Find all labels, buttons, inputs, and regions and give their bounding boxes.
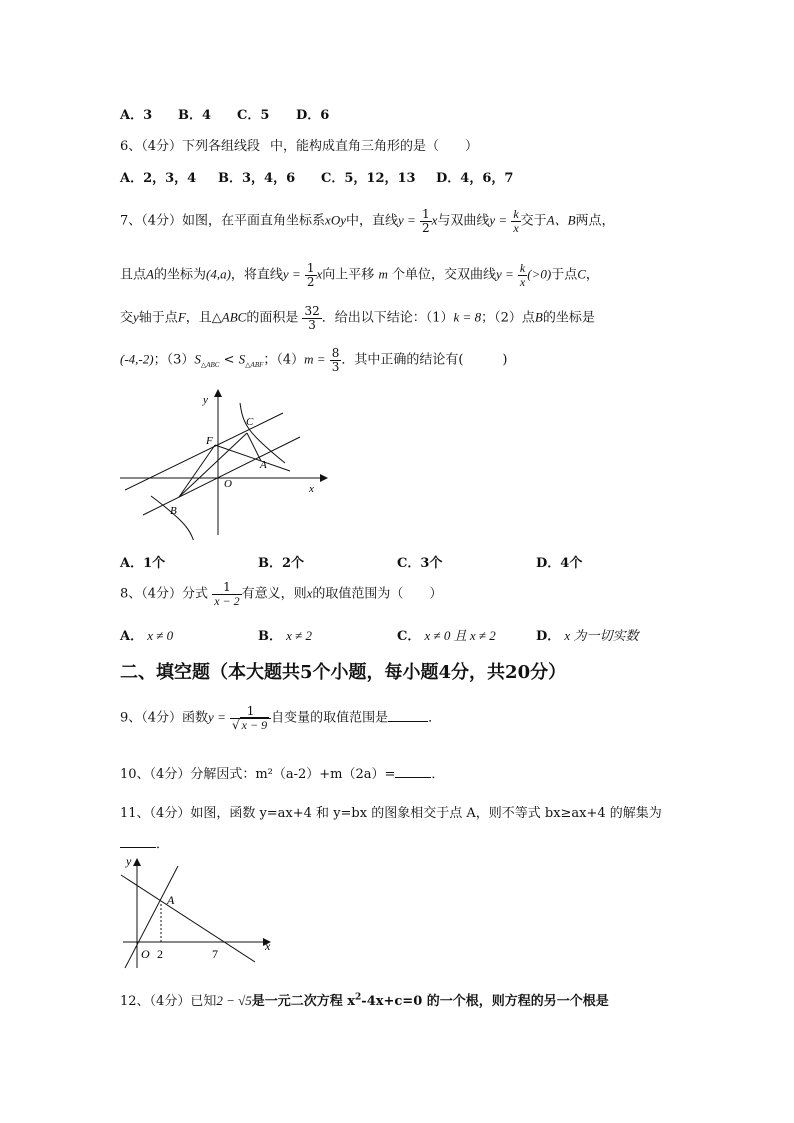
q7-xoy: xOy [325,212,346,228]
frac-den: 3 [308,317,316,332]
q7-option-b: B．2个 [258,556,305,571]
sqrt-radicand: x − 9 [241,717,268,732]
frac-num: 32 [304,304,320,318]
q7-text: 且点 [120,267,147,283]
q7-line2: 且点A的坐标为(4,a)，将直线y = $\frac{1}{2}$ x向上平移 m 个单位，交双曲线y = $\frac{k}{x}$ (>0)于点C， [120,261,599,289]
q7-text: 个单位，交双曲线 [391,267,496,283]
option-letter: B． [258,629,282,644]
q7-lt: < [223,352,235,368]
q7-text: ；（2）点 [481,310,535,326]
label-y: y [126,854,132,868]
q12-math: 2 − √5 [216,993,252,1008]
q7-text: ，且△ [185,310,222,326]
q5-option-d: D．6 [296,108,330,123]
q12-text: 是一元二次方程 x [251,994,356,1009]
frac-num: k [513,207,519,221]
q7-text: 于点 [551,267,578,283]
q6-option-a: A．2，3，4 [120,171,197,186]
line-y-half-x [143,437,300,515]
q7-pt-c: C [577,266,586,282]
q5-option-b: B．4 [178,108,212,123]
q7-text: 向上平移 [322,267,375,283]
q7-coord-a: (4,a) [205,266,231,282]
q7-eq-y: y = [489,212,508,228]
var-x: x [431,212,438,228]
q11-figure [115,850,280,975]
label-f: F [206,435,213,447]
label-c: C [246,416,254,428]
q9-prefix: 9、（4分）函数 [120,710,209,726]
q11-answer-blank[interactable] [120,835,156,848]
option-math: x ≠ 2 [286,628,313,643]
label-o: O [141,947,150,961]
q9-frac [230,705,271,731]
frac-den: √ x − 9 [231,717,268,732]
q7-eq-y: y = [282,266,301,282]
q7-text: 与双曲线 [437,213,490,229]
q10-stem [120,763,444,782]
q5-option-c: C．5 [237,108,270,123]
var-y: y [133,309,139,325]
q9-eq-y: y = [208,709,226,725]
frac-den: 3 [331,359,340,374]
q12-prefix: 12、（4分）已知 [120,994,217,1009]
q7-cond: (>0) [527,266,552,282]
q7-text: ．其中正确的结论有( ) [341,352,508,368]
frac-den: x [513,220,519,235]
frac-num: 1 [306,261,315,275]
q7-line3 [120,305,595,331]
q9-end: ． [428,710,442,726]
q6-option-c: C．5，12，13 [321,171,416,186]
tick-label-2: 2 [157,947,163,961]
q7-text: 的坐标为 [153,267,206,283]
q7-s-sub: △ABC [200,361,220,370]
q12-stem [120,990,609,1009]
q7-text: 两点， [575,213,615,229]
label-y: y [203,394,208,406]
q7-text: 中，直线 [345,213,398,229]
q7-eq-y: y = [495,266,514,282]
q7-pt-f: F [177,309,186,325]
segment-bc [179,433,247,497]
label-a: A [167,893,175,907]
frac-num: 1 [230,705,271,719]
q10-end: ． [431,767,445,782]
label-x: x [309,483,314,495]
q6-option-b: B．3，4，6 [218,171,296,186]
frac-den: 2 [306,274,315,289]
q12-text: -4x+c=0 的一个根，则方程的另一个根是 [361,994,609,1009]
q6-stem [120,135,478,154]
q8-text: 的取值范围为（ ） [312,586,443,602]
q7-option-a: A．1个 [120,556,166,571]
line-y-bx [125,866,178,968]
q6-text: 中，能构成直角三角形的是（ ） [270,139,479,154]
q12-sup: 2 [355,992,362,1003]
tick-label-7: 7 [212,947,218,961]
q5-option-a: A．3 [120,108,153,123]
q7-option-c: C．3个 [397,556,443,571]
option-math: x ≠ 0 [147,628,174,643]
y-axis-arrow-icon [214,389,222,397]
var-x: x [316,266,323,282]
frac-den: x − 2 [214,593,240,608]
q7-text: ．给出以下结论：（1） [321,310,454,326]
q10-answer-blank[interactable] [395,765,431,778]
q7-tri: ABC [221,309,247,325]
hyperbola-branch-left [151,496,196,540]
label-o: O [224,478,232,490]
q7-m-frac [330,347,342,373]
q7-coord-b: (-4,-2) [120,351,154,367]
q7-figure [115,385,330,540]
q8-text: 有意义，则 [241,586,307,602]
q9-answer-blank[interactable] [388,709,428,722]
frac-num: 1 [212,581,241,595]
frac-num: 1 [421,207,430,221]
q8-prefix: 8、（4分）分式 [120,586,209,602]
q7-pts-ab: A、B [546,212,576,228]
label-x: x [265,939,271,953]
q7-k-frac [511,208,520,234]
q6-option-d: D．4，6，7 [436,171,514,186]
q11-end: ． [156,837,170,852]
q11-stem: 11、（4分）如图，函数 y=ax+4 和 y=bx 的图象相交于点 A，则不等式 bx≥ax+4 的解集为 [120,806,662,821]
q7-pt-a: A [146,266,154,282]
frac-den: 2 [421,220,430,235]
q7-text: ；（4） [263,352,305,368]
q10-text: 10、（4分）分解因式：m²（a-2）+m（2a）= [120,767,396,782]
option-letter: C． [397,629,421,644]
q6-prefix: 6、（4分）下列各组线段 [120,139,261,154]
option-math: x ≠ 0 且 x ≠ 2 [424,628,496,643]
q7-line4 [120,347,508,373]
q7-half-frac [420,208,432,234]
option-letter: A． [120,629,144,644]
q7-text: 交于 [520,213,547,229]
q7-text: 轴于点 [138,310,178,326]
q7-text: 7、（4分）如图，在平面直角坐标系 [120,213,326,229]
var-m: m [378,266,388,282]
q8-stem [120,581,442,607]
frac-num: k [519,261,526,275]
q7-eq-y: y = [398,212,416,228]
q7-text: 的坐标是 [542,310,595,326]
frac-den: x [519,274,526,289]
label-a: A [260,459,267,471]
q7-line1 [120,208,615,234]
label-b: B [170,505,177,517]
q8-frac [212,581,241,607]
q8-option-c [397,625,496,644]
q7-text: ；（3） [153,352,195,368]
q7-k-frac-2 [518,262,527,288]
q9-text: 自变量的取值范围是 [271,710,389,726]
q7-s: S [238,351,246,367]
q7-text: 的面积是 [246,310,299,326]
x-axis-arrow-icon [320,474,328,482]
q7-k-eq: k = 8 [453,309,482,325]
option-math: x 为一切实数 [564,628,639,643]
section-2-heading: 二、填空题（本大题共5个小题，每小题4分，共20分） [120,662,567,683]
q7-s: S [194,351,201,367]
q7-text: ，将直线 [230,267,283,283]
segment-bf [179,445,215,497]
option-letter: D． [536,629,561,644]
q7-m-eq: m = [304,351,326,367]
q7-text: 交 [120,310,134,326]
q7-s-sub: △ABF [245,361,264,370]
q8-option-a [120,625,173,644]
q7-option-d: D．4个 [536,556,583,571]
frac-num: 8 [331,346,340,360]
y-axis-arrow-icon [133,858,141,866]
q7-area-frac [302,305,321,331]
q8-option-b [258,625,312,644]
q8-option-d [536,625,638,644]
q7-pt-b: B [534,309,543,325]
q9-stem [120,705,441,731]
q7-half-frac-2 [305,262,317,288]
var-x: x [306,585,313,601]
